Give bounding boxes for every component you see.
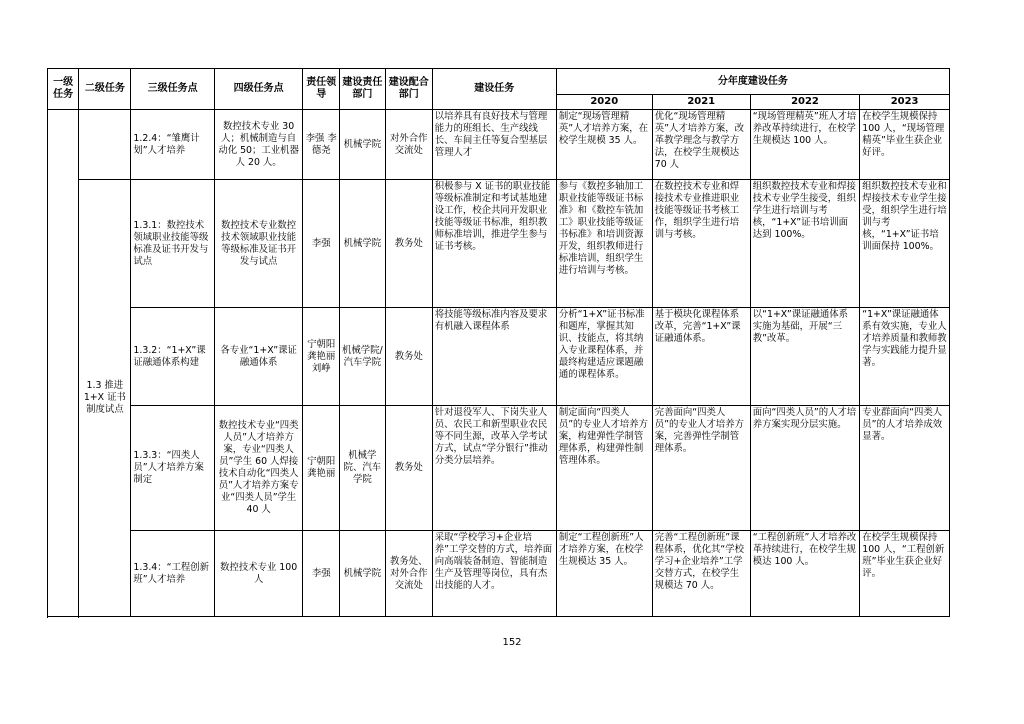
level4-cell: 数控技术专业数控技术领域职业技能等级标准及证书开发与试点	[214, 180, 303, 308]
year-2020-cell: 制定“工程创新班”人才培养方案，在校学生规模达 35 人。	[556, 531, 652, 617]
header-coop: 建设配合部门	[385, 69, 432, 110]
year-2022-cell: 以“1+X”课证融通体系实施为基础，开展“三教”改革。	[750, 308, 859, 406]
header-year-2023: 2023	[860, 95, 950, 110]
table-row	[48, 308, 950, 406]
year-2021-cell: 优化“现场管理精英”人才培养方案，改革教学理念与教学方法，在校学生规模达 70 人	[652, 110, 750, 180]
task-cell: 针对退役军人、下岗失业人员、农民工和新型职业农民等不同生源，改革入学考试方式，试点“学分银行”推动分类分层培养。	[432, 406, 556, 531]
header-task: 建设任务	[432, 69, 556, 110]
year-2021-cell: 基于模块化课程体系改革，完善“1+X”课证融通体系。	[652, 308, 750, 406]
year-2021-cell: 完善面向“四类人员”的专业人才培养方案，完善弹性学制管理体系。	[652, 406, 750, 531]
year-2022-cell: 面向“四类人员”的人才培养方案实现分层实施。	[750, 406, 859, 531]
coop-cell: 对外合作交流处	[385, 110, 432, 180]
table-row	[48, 180, 950, 308]
dept-cell: 机械学院	[339, 110, 385, 180]
year-2022-cell: “现场管理精英”班人才培养改革持续进行，在校学生规模达 100 人。	[750, 110, 859, 180]
year-2023-cell: 专业群面向“四类人员”的人才培养成效显著。	[860, 406, 950, 531]
header-level4: 四级任务点	[214, 69, 303, 110]
leader-cell: 李强	[303, 180, 339, 308]
table-row	[48, 110, 950, 180]
level3-cell: 1.3.2：“1+X”课证融通体系构建	[131, 308, 214, 406]
year-2020-cell: 参与《数控多轴加工职业技能等级证书标准》和《数控车铣加工》职业技能等级证书标准》和培训资源开发，组织教师进行标准培训，组织学生进行培训与考核。	[556, 180, 652, 308]
dept-cell: 机械学院/汽车学院	[339, 308, 385, 406]
year-2021-cell: 完善“工程创新班”课程体系，优化其“学校学习+企业培养”工学交替方式，在校学生规模达 70 人。	[652, 531, 750, 617]
coop-cell: 教务处	[385, 180, 432, 308]
header-dept: 建设责任部门	[339, 69, 385, 110]
year-2023-cell: 在校学生规模保持 100 人，“工程创新班”毕业生获企业好评。	[860, 531, 950, 617]
leader-cell: 李强 李德尧	[303, 110, 339, 180]
header-level1: 一级任务	[48, 69, 79, 110]
header-level2: 二级任务	[79, 69, 131, 110]
level3-cell: 1.3.1：数控技术领域职业技能等级标准及证书开发与试点	[131, 180, 214, 308]
task-cell: 积极参与 X 证书的职业技能等级标准制定和考试基地建设工作，校企共同开发职业技能等级证书标准，组织教师标准培训，推进学生参与证书考核。	[432, 180, 556, 308]
construction-task-table	[47, 68, 950, 617]
header-level3: 三级任务点	[131, 69, 214, 110]
header-leader: 责任领导	[303, 69, 339, 110]
level3-cell: 1.3.3：“四类人员”人才培养方案制定	[131, 406, 214, 531]
year-2020-cell: 分析“1+X”证书标准和题库，掌握其知识、技能点，将其纳入专业课程体系，并最终构建适应课题融通的课程体系。	[556, 308, 652, 406]
leader-cell: 宁朝阳 龚艳丽	[303, 406, 339, 531]
header-year-2022: 2022	[750, 95, 859, 110]
level4-cell: 各专业“1+X”课证融通体系	[214, 308, 303, 406]
year-2023-cell: “1+X”课证融通体系有效实施，专业人才培养质量和教师教学与实践能力提升显著。	[860, 308, 950, 406]
level3-cell: 1.3.4：“工程创新班”人才培养	[131, 531, 214, 617]
level1-cell	[48, 110, 79, 617]
level3-cell: 1.2.4：“雏鹰计划”人才培养	[131, 110, 214, 180]
header-year-2020: 2020	[556, 95, 652, 110]
year-2022-cell: “工程创新班”人才培养改革持续进行，在校学生规模达 100 人。	[750, 531, 859, 617]
header-year-2021: 2021	[652, 95, 750, 110]
level2-cell: 1.3 推进1+X 证书制度试点	[79, 180, 131, 617]
dept-cell: 机械学院	[339, 531, 385, 617]
year-2023-cell: 在校学生规模保持 100 人，“现场管理精英”毕业生获企业好评。	[860, 110, 950, 180]
year-2020-cell: 制定面向“四类人员”的专业人才培养方案，构建弹性学制管理体系，构建弹性制管理体系。	[556, 406, 652, 531]
coop-cell: 教务处	[385, 308, 432, 406]
dept-cell: 机械学院	[339, 180, 385, 308]
year-2020-cell: 制定“现场管理精英”人才培养方案，在校学生规模 35 人。	[556, 110, 652, 180]
level4-cell: 数控技术专业 100 人	[214, 531, 303, 617]
table-row	[48, 406, 950, 531]
level4-cell: 数控技术专业“四类人员”人才培养方案，专业“四类人员”学生 60 人焊接技术自动化“四类人员”人才培养方案专业“四类人员”学生 40 人	[214, 406, 303, 531]
table-row	[48, 531, 950, 617]
leader-cell: 宁朝阳 龚艳丽 刘峥	[303, 308, 339, 406]
coop-cell: 教务处、对外合作交流处	[385, 531, 432, 617]
dept-cell: 机械学院、汽车学院	[339, 406, 385, 531]
level2-cell-empty	[79, 110, 131, 180]
level4-cell: 数控技术专业 30 人；机械制造与自动化 50；工业机器人 20 人。	[214, 110, 303, 180]
coop-cell: 教务处	[385, 406, 432, 531]
year-2023-cell: 组织数控技术专业和焊接技术专业学生接受，组织学生进行培训与考核，“1+X”证书培训面保持 100%。	[860, 180, 950, 308]
year-2022-cell: 组织数控技术专业和焊接技术专业学生接受，组织学生进行培训与考核，“1+X”证书培训面达到 100%。	[750, 180, 859, 308]
header-yearly: 分年度建设任务	[556, 69, 949, 95]
leader-cell: 李强	[303, 531, 339, 617]
task-cell: 采取“学校学习+企业培养”工学交替的方式，培养面向高端装备制造、智能制造生产及管理等岗位，具有杰出技能的人才。	[432, 531, 556, 617]
page-number: 152	[502, 637, 522, 648]
header-row-1	[48, 69, 950, 95]
task-cell: 将技能等级标准内容及要求有机融入课程体系	[432, 308, 556, 406]
task-cell: 以培养具有良好技术与管理能力的班组长、生产线线长、车间主任等复合型基层管理人才	[432, 110, 556, 180]
year-2021-cell: 在数控技术专业和焊接技术专业推进职业技能等级证书考核工作，组织学生进行培训与考核。	[652, 180, 750, 308]
